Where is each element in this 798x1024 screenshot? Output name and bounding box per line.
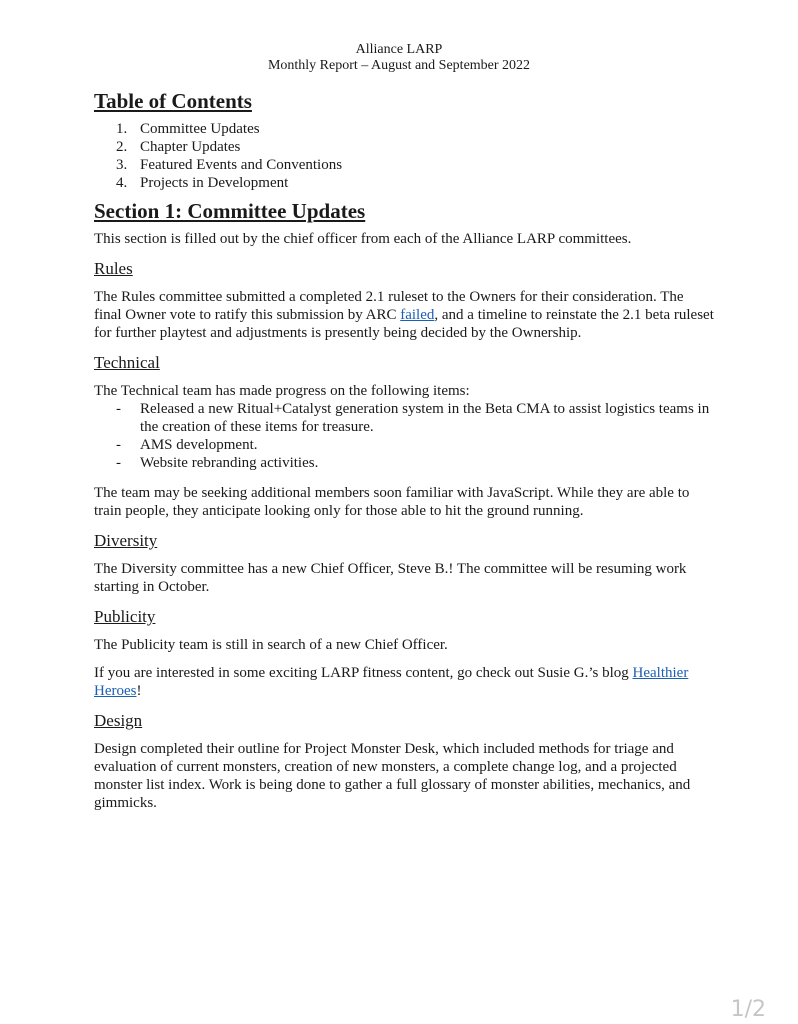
report-body [94,88,714,812]
toc-item-label: Chapter Updates [140,139,241,155]
toc-item [94,174,714,192]
toc-list [94,120,714,192]
list-item: - Website rebranding activities. [94,454,714,472]
toc-item-number: 1. [116,121,128,137]
publicity-text-before: If you are interested in some exciting LARP fitness content, go check out Susie G.’s blog [94,665,633,681]
list-item: - AMS development. [94,436,714,454]
publicity-paragraph-1: The Publicity team is still in search of a new Chief Officer. [94,637,448,653]
design-heading: Design [94,711,143,730]
section-1-intro: This section is filled out by the chief officer from each of the Alliance LARP committees. [94,231,632,247]
rules-heading: Rules [94,259,133,278]
rules-paragraph [94,288,714,342]
rules-text-before: The Rules committee submitted a completed 2.1 ruleset to the Owners for their consideration. The final Owner vote to ratify this submission by ARC [94,289,684,323]
publicity-paragraph-2 [94,664,714,700]
design-paragraph: Design completed their outline for Project Monster Desk, which included methods for triage and evaluation of current monsters, creation of new monsters, a complete change log, and a projected monster list index. Work is being done to gather a full glossary of monster abilities, mechanics, and gimmicks. [94,741,691,811]
toc-item [94,120,714,138]
org-name: Alliance LARP [355,42,443,57]
toc-item-label: Committee Updates [140,121,260,137]
section-1-title: Section 1: Committee Updates [94,199,366,223]
publicity-text-after: ! [136,683,142,699]
toc-item-number: 3. [116,157,128,173]
technical-intro: The Technical team has made progress on the following items: [94,383,470,399]
technical-items-list [94,400,714,472]
rules-text-after: , and a timeline to reinstate the 2.1 beta ruleset for further playtest and adjustments is presently being decided by the Ownership. [94,307,714,341]
technical-outro: The team may be seeking additional members soon familiar with JavaScript. While they are able to train people, they anticipate looking only for those able to hit the ground running. [94,485,690,519]
toc-item [94,156,714,174]
toc-item-number: 2. [116,139,128,155]
page-indicator: 1/2 [730,997,766,1022]
toc-item-label: Featured Events and Conventions [140,157,343,173]
failed-link[interactable]: failed [400,307,435,323]
toc-item [94,138,714,156]
toc-title: Table of Contents [94,89,252,113]
publicity-heading: Publicity [94,607,156,626]
report-subtitle: Monthly Report – August and September 2022 [267,58,531,73]
report-header [0,42,798,74]
diversity-paragraph: The Diversity committee has a new Chief Officer, Steve B.! The committee will be resuming work starting in October. [94,561,687,595]
list-item: - Released a new Ritual+Catalyst generation system in the Beta CMA to assist logistics teams in the creation of these items for treasure. [94,400,714,436]
toc-item-label: Projects in Development [140,175,289,191]
technical-heading: Technical [94,353,160,372]
healthier-heroes-link[interactable]: Healthier Heroes [94,665,689,699]
diversity-heading: Diversity [94,531,158,550]
toc-item-number: 4. [116,175,128,191]
